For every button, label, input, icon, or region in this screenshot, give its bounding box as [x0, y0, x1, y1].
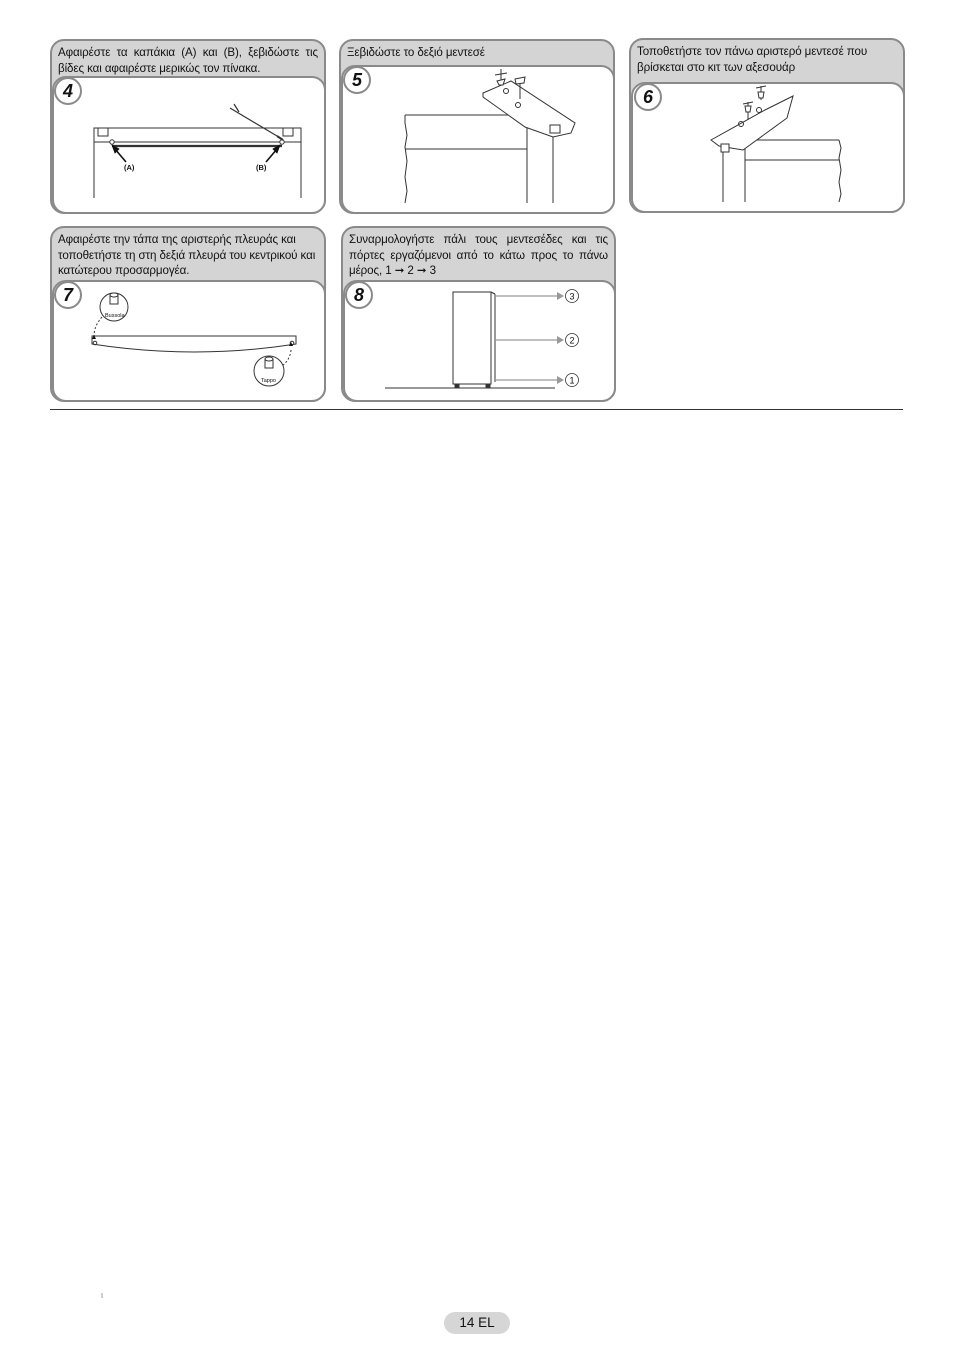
- step-8-panel: [341, 226, 616, 402]
- step-6-panel: [629, 38, 905, 213]
- step-6-illustration: [633, 84, 905, 213]
- step-4-panel: [50, 39, 326, 214]
- step-8-instruction: Συναρμολογήστε πάλι τους μεντεσέδες και τις πόρτες εργαζόμενοι από το κάτω προς το πάνω μέρος, 1 ➞ 2 ➞ 3: [349, 233, 608, 277]
- step-4-illustration-area: [52, 76, 326, 214]
- step-6-instruction: Τοποθετήστε τον πάνω αριστερό μεντεσέ που βρίσκεται στο κιτ των αξεσουάρ: [637, 45, 868, 74]
- label-a: (A): [124, 163, 135, 172]
- marker-1: 1: [569, 375, 575, 386]
- step-7-illustration: [54, 282, 326, 402]
- step-8-illustration: [345, 282, 616, 402]
- step-5-illustration-area: [341, 65, 615, 214]
- step-7-badge: 7: [54, 281, 82, 309]
- step-7-instruction: Αφαιρέστε την τάπα της αριστερής πλευράς και τοποθετήστε τη στη δεξιά πλευρά του κεντρικού και κατώτερου προσαρμογέα.: [58, 233, 316, 277]
- step-5-badge: 5: [343, 66, 371, 94]
- step-5-illustration: [343, 67, 615, 214]
- step-5-instruction: Ξεβιδώστε το δεξιό μεντεσέ: [347, 46, 485, 59]
- label-b: (B): [256, 163, 267, 172]
- label-bussola: Bussola: [105, 313, 125, 319]
- section-divider: [50, 409, 903, 410]
- step-6-illustration-area: [631, 82, 905, 213]
- page-number-badge: 14 EL: [444, 1312, 510, 1334]
- step-8-badge: 8: [345, 281, 373, 309]
- step-8-illustration-area: [343, 280, 616, 402]
- step-4-instruction: Αφαιρέστε τα καπάκια (A) και (B), ξεβιδώστε τις βίδες και αφαιρέστε μερικώς τον πίνακα.: [58, 46, 318, 75]
- step-7-illustration-area: [52, 280, 326, 402]
- footnote-mark: ι: [101, 1290, 103, 1300]
- step-4-illustration: [54, 78, 326, 214]
- marker-3: 3: [569, 291, 575, 302]
- step-4-badge: 4: [54, 77, 82, 105]
- step-6-badge: 6: [634, 83, 662, 111]
- marker-2: 2: [569, 335, 575, 346]
- step-7-panel: [50, 226, 326, 402]
- step-5-panel: [339, 39, 615, 214]
- label-tappo: Tappo: [261, 378, 276, 384]
